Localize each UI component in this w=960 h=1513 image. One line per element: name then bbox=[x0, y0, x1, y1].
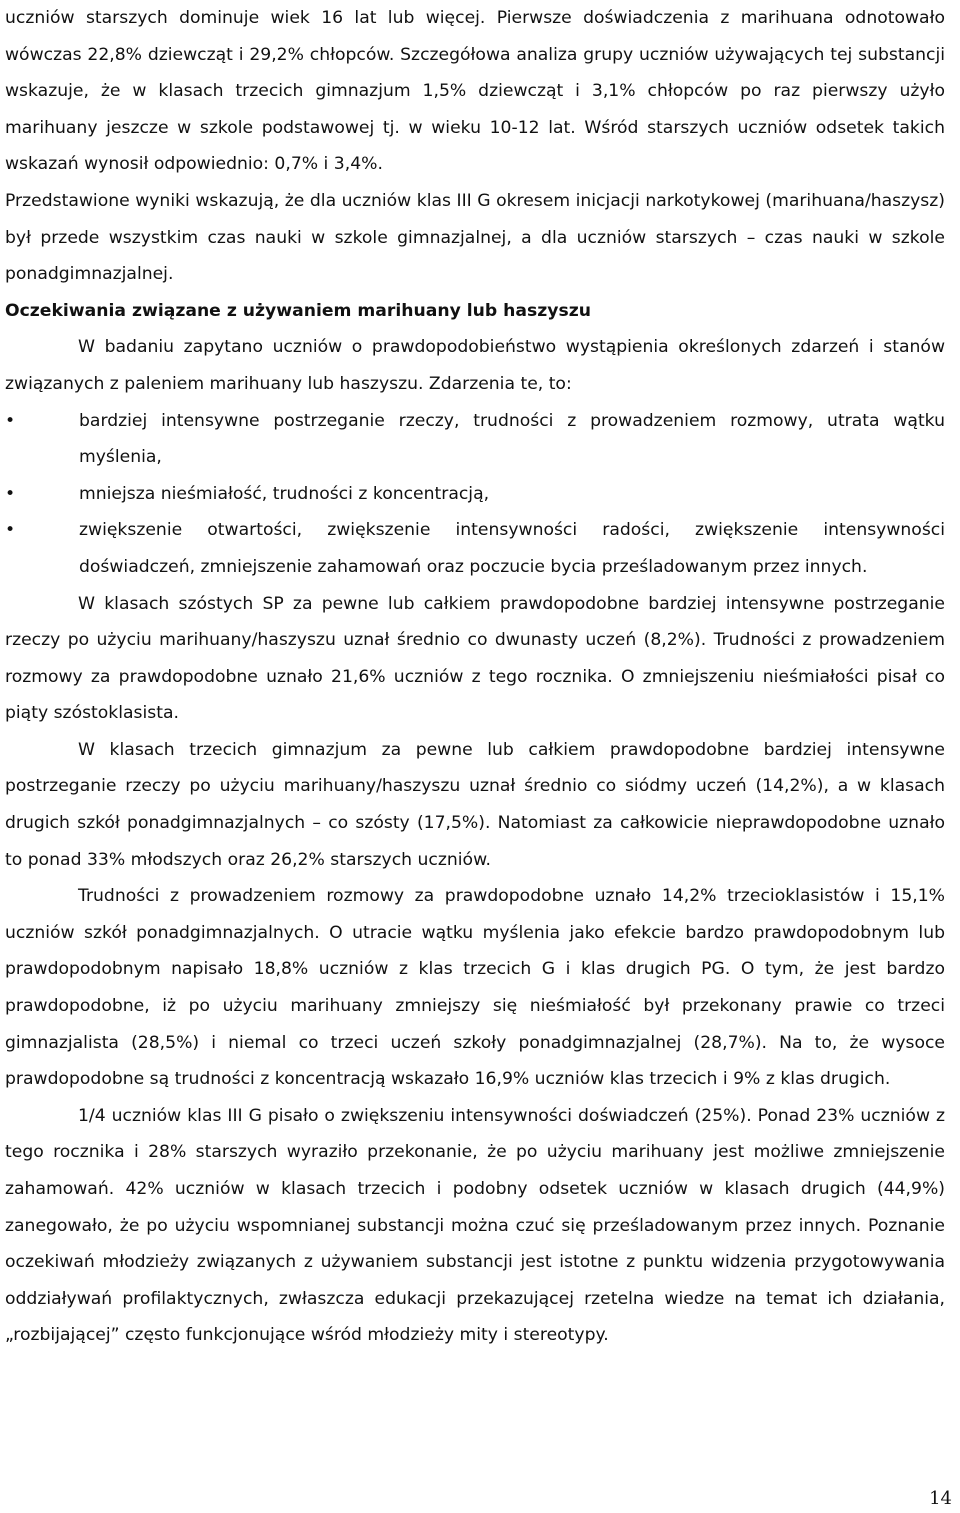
paragraph-sixth-grade: W klasach szóstych SP za pewne lub całkiem prawdopodobne bardziej intensywne postrzeganie rzeczy po użyciu marihuany/haszyszu uznał średnio co dwunasty uczeń (8,2%). Trudności z prowadzeniem rozmowy za prawdopodobne uznało 21,6% uczniów z tego rocznika. O zmniejszeniu nieśmiałości pisał co piąty szóstoklasista. bbox=[5, 593, 945, 724]
bullet-icon: • bbox=[5, 520, 16, 541]
paragraph-conversation-difficulties: Trudności z prowadzeniem rozmowy za prawdopodobne uznało 14,2% trzecioklasistów i 15,1% uczniów szkół ponadgimnazjalnych. O utracie wątku myślenia jako efekcie bardzo prawdopodobnym lub prawdopodobnym napisało 18,8% uczniów z klas trzecich G i klas drugich PG. O tym, że jest bardzo prawdopodobne, iż po użyciu marihuany zmniejszy się nieśmiałość był przekonany prawie co trzeci gimnazjalista (28,5%) i niemal co trzeci uczeń szkoły ponadgimnazjalnej (28,7%). Na to, że wysoce prawdopodobne są trudności z koncentracją wskazało 16,9% uczniów klas trzecich i 9% z klas drugich. bbox=[5, 886, 945, 1090]
list-item-text: bardziej intensywne postrzeganie rzeczy, trudności z prowadzeniem rozmowy, utrata wątku myślenia, bbox=[79, 410, 945, 468]
paragraph-survey-intro: W badaniu zapytano uczniów o prawdopodobieństwo wystąpienia określonych zdarzeń i stanów związanych z paleniem marihuany lub haszyszu. Zdarzenia te, to: bbox=[5, 337, 945, 394]
expectations-list bbox=[5, 403, 945, 586]
paragraph-initiation-summary: Przedstawione wyniki wskazują, że dla uczniów klas III G okresem inicjacji narkotykowej (marihuana/haszysz) był przede wszystkim czas nauki w szkole gimnazjalnej, a dla uczniów starszych – czas nauki w szkole ponadgimnazjalnej. bbox=[5, 190, 945, 285]
list-item-text: mniejsza nieśmiałość, trudności z koncentracją, bbox=[79, 483, 490, 504]
paragraph-third-grade: W klasach trzecich gimnazjum za pewne lub całkiem prawdopodobne bardziej intensywne postrzeganie rzeczy po użyciu marihuany/haszyszu uznał średnio co siódmy uczeń (14,2%), a w klasach drugich szkół ponadgimnazjalnych – co szósty (17,5%). Natomiast za całkowicie nieprawdopodobne uznało to ponad 33% młodszych oraz 26,2% starszych uczniów. bbox=[5, 739, 945, 870]
bullet-icon: • bbox=[5, 483, 16, 504]
bullet-icon: • bbox=[5, 410, 16, 431]
page-number: 14 bbox=[929, 1488, 952, 1509]
section-heading: Oczekiwania związane z używaniem marihuany lub haszyszu bbox=[5, 300, 591, 321]
list-item-text: zwiększenie otwartości, zwiększenie intensywności radości, zwiększenie intensywności doświadczeń, zmniejszenie zahamowań oraz poczucie bycia prześladowanym przez innych. bbox=[79, 520, 945, 577]
list-item bbox=[5, 403, 945, 476]
paragraph-experience-intensity: 1/4 uczniów klas III G pisało o zwiększeniu intensywności doświadczeń (25%). Ponad 23% uczniów z tego rocznika i 28% starszych wyraziło przekonanie, że po użyciu marihuany jest możliwe zmniejszenie zahamowań. 42% uczniów w klasach trzecich i podobny odsetek uczniów w klasach drugich (44,9%) zanegowało, że po użyciu wspomnianej substancji można czuć się prześladowanym przez innych. Poznanie oczekiwań młodzieży związanych z używaniem substancji jest istotne z punktu widzenia przygotowywania oddziaływań profilaktycznych, zwłaszcza edukacji przekazującej rzetelna wiedze na temat ich działania, „rozbijającej” często funkcjonujące wśród młodzieży mity i stereotypy. bbox=[5, 1105, 945, 1346]
document-body bbox=[5, 0, 945, 1354]
list-item bbox=[5, 512, 945, 585]
list-item bbox=[5, 476, 945, 513]
paragraph-initiation-age: uczniów starszych dominuje wiek 16 lat lub więcej. Pierwsze doświadczenia z marihuana odnotowało wówczas 22,8% dziewcząt i 29,2% chłopców. Szczegółowa analiza grupy uczniów używających tej substancji wskazuje, że w klasach trzecich gimnazjum 1,5% dziewcząt i 3,1% chłopców po raz pierwszy użyło marihuany jeszcze w szkole podstawowej tj. w wieku 10-12 lat. Wśród starszych uczniów odsetek takich wskazań wynosił odpowiednio: 0,7% i 3,4%. bbox=[5, 8, 945, 175]
